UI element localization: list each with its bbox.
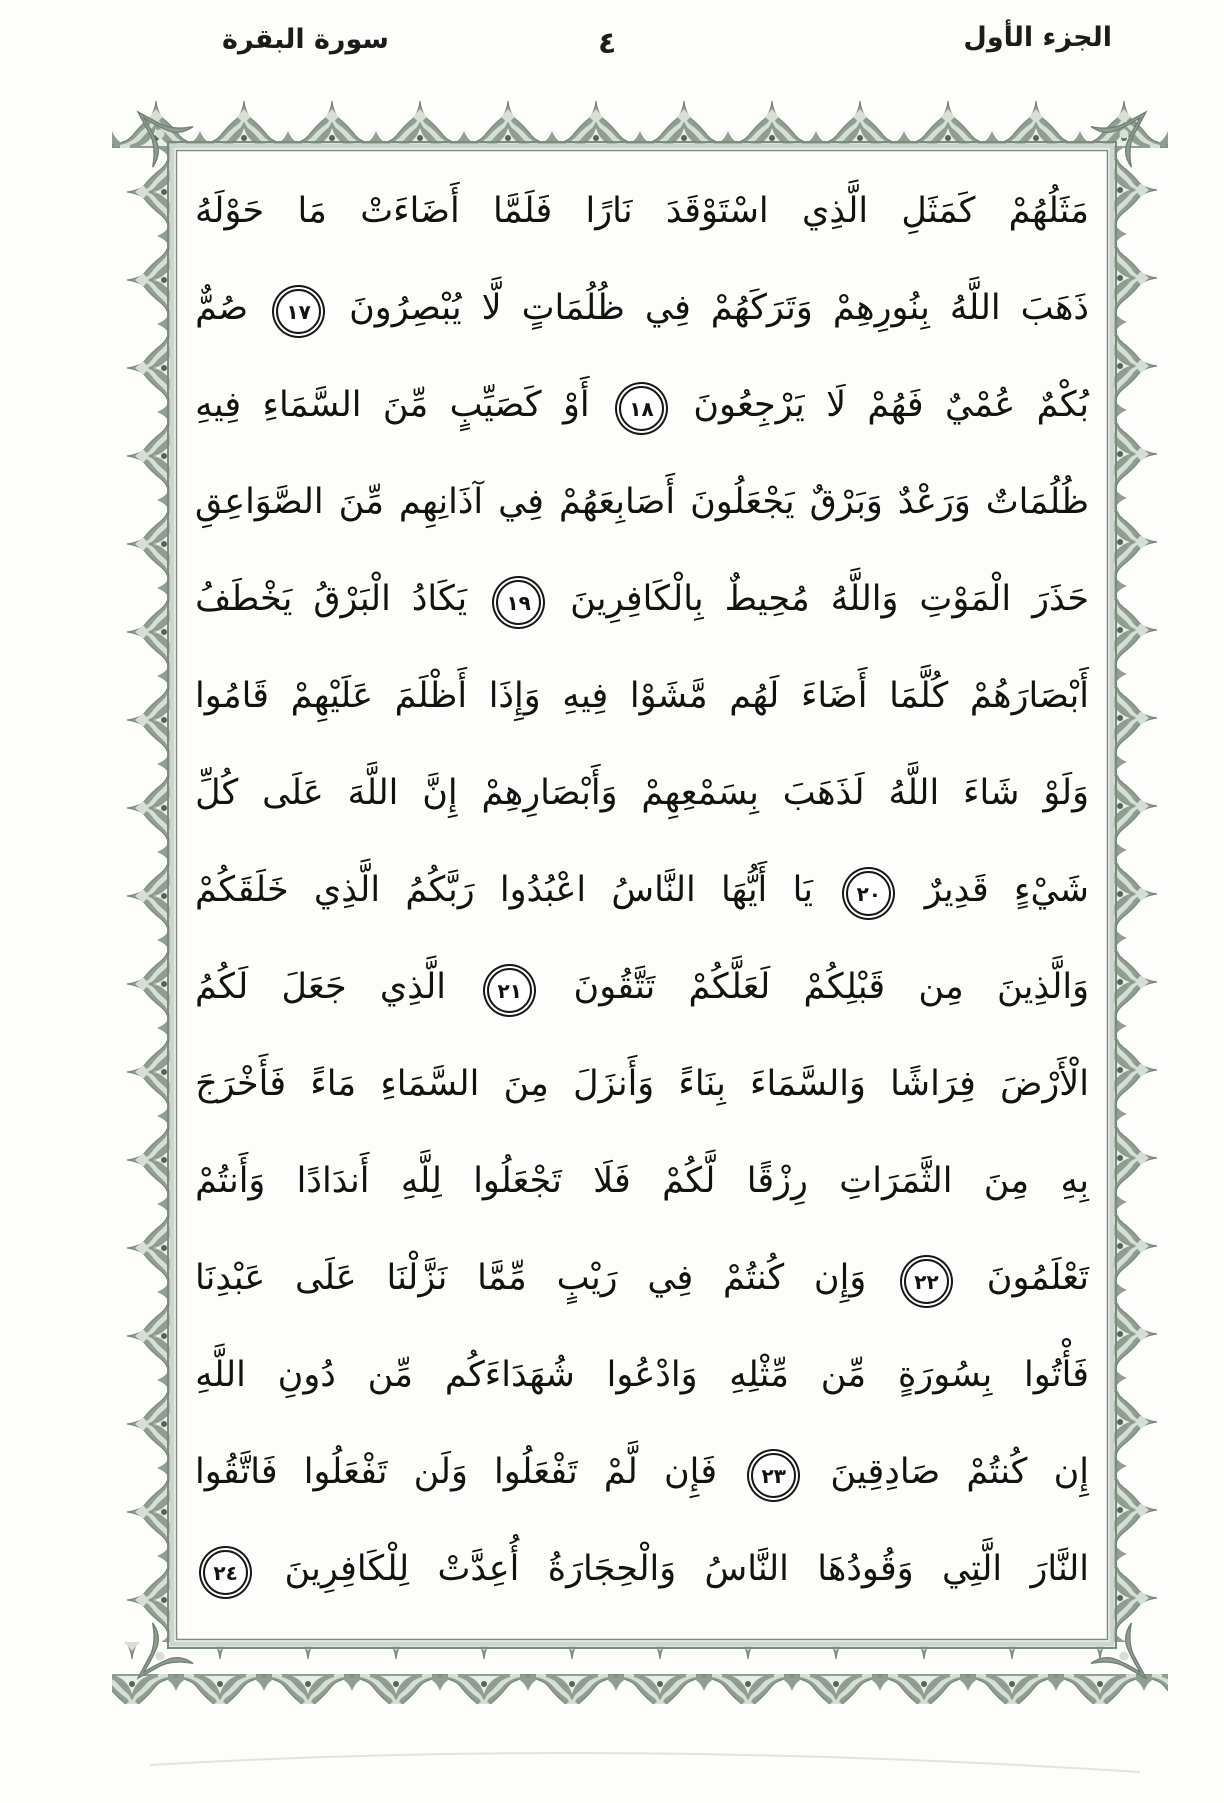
word: صُمٌّ — [195, 288, 249, 328]
word: الَّذِي — [313, 870, 381, 910]
word: مِنَ — [983, 1161, 1030, 1201]
word: وَلَن — [413, 1452, 468, 1492]
page-curl-shadow — [150, 1753, 1140, 1772]
word: لَذَهَبَ — [782, 773, 865, 813]
word: مِن — [918, 967, 964, 1007]
word: مَاءً — [310, 1064, 357, 1104]
word: قَامُوا — [195, 676, 269, 716]
quran-text-block — [195, 166, 1089, 1632]
word: أَوْ — [562, 385, 590, 425]
word: مَّشَوْا — [629, 676, 708, 716]
quran-line-8 — [195, 845, 1089, 942]
word: وَأَبْصَارِهِمْ — [481, 773, 618, 813]
word: وَتَرَكَهُمْ — [710, 288, 813, 328]
word: السَّمَاءِ — [262, 385, 362, 425]
word: لَّمْ — [603, 1452, 638, 1492]
ayah-marker-١٩: ١٩ — [496, 580, 541, 625]
word: الَّذِي — [801, 191, 869, 231]
word: فَهُمْ — [867, 385, 924, 425]
word: رَبَّكُمُ — [405, 870, 475, 910]
quran-line-4 — [195, 457, 1089, 554]
word: فَإِن — [663, 1452, 718, 1492]
word: النَّارَ — [1030, 1549, 1089, 1589]
word: عَبْدِنَا — [195, 1258, 266, 1298]
word: فِرَاشًا — [890, 1064, 976, 1104]
word: مِنَ — [503, 1064, 549, 1104]
word: وَرَعْدٌ — [897, 482, 971, 522]
word: فَأْتُوا — [1024, 1355, 1089, 1395]
ayah-marker-٢١: ٢١ — [487, 968, 532, 1013]
word: لَا — [826, 385, 847, 425]
word: عَلَى — [262, 773, 324, 813]
word: عُمْيٌ — [944, 385, 1016, 425]
quran-line-1 — [195, 166, 1089, 263]
word: نَزَّلْنَا — [386, 1258, 448, 1298]
word: شَيْءٍ — [1014, 870, 1089, 910]
word: الْمَوْتِ — [919, 579, 1012, 619]
quran-line-5 — [195, 554, 1089, 651]
word: بِسُورَةٍ — [897, 1355, 993, 1395]
quran-line-14 — [195, 1427, 1089, 1524]
word: بِنَاءً — [678, 1064, 726, 1104]
word: لَّا — [481, 288, 502, 328]
word: كُنتُمْ — [723, 1258, 785, 1298]
word: اسْتَوْقَدَ — [665, 191, 769, 231]
word: يَرْجِعُونَ — [693, 385, 805, 425]
word: مَا — [297, 191, 327, 231]
quran-line-2 — [195, 263, 1089, 360]
ayah-marker-٢٠: ٢٠ — [846, 871, 891, 916]
quran-line-6 — [195, 651, 1089, 748]
ayah-marker-١٨: ١٨ — [619, 386, 664, 431]
word: فِيهِ — [195, 385, 242, 425]
word: مِّن — [367, 1355, 414, 1395]
word: وَاللَّهُ — [830, 579, 899, 619]
word: وَلَوْ — [1043, 773, 1089, 813]
word: لِلَّهِ — [400, 1161, 442, 1201]
word: آذَانِهِم — [398, 482, 484, 522]
word: إِن — [1053, 1452, 1089, 1492]
word: وَقُودُهَا — [817, 1549, 914, 1589]
quran-line-15 — [195, 1524, 1089, 1621]
corner-motif-top-right — [1091, 92, 1166, 167]
word: مِّمَّا — [477, 1258, 527, 1298]
word: عَلَى — [295, 1258, 357, 1298]
word: الَّذِي — [379, 967, 446, 1007]
word: يَكَادُ — [411, 579, 468, 619]
word: بِسَمْعِهِمْ — [641, 773, 759, 813]
word: لَعَلَّكُمْ — [688, 967, 771, 1007]
word: وَبَرْقٌ — [809, 482, 883, 522]
word: كُنتُمْ — [966, 1452, 1028, 1492]
word: كَمَثَلِ — [901, 191, 976, 231]
ayah-marker-٢٤: ٢٤ — [203, 1550, 248, 1595]
word: أَبْصَارَهُمْ — [969, 676, 1089, 716]
word: أَظْلَمَ — [394, 676, 468, 716]
word: النَّاسُ — [611, 870, 696, 910]
surah-title: سورة البقرة — [222, 24, 389, 55]
word: وَإِذَا — [488, 676, 541, 716]
corner-motif-bottom-left — [118, 1623, 193, 1698]
ayah-marker-٢٣: ٢٣ — [751, 1453, 796, 1498]
word: لَكُمُ — [195, 967, 249, 1007]
word: تَجْعَلُوا — [473, 1161, 562, 1201]
word: قَبْلِكُمْ — [803, 967, 886, 1007]
word: أَندَادًا — [296, 1161, 370, 1201]
word: ظُلُمَاتٌ — [985, 482, 1089, 522]
border-band-right — [1110, 148, 1172, 1642]
word: وَأَنزَلَ — [573, 1064, 655, 1104]
word: بِالْكَافِرِينَ — [570, 579, 704, 619]
word: وَادْعُوا — [606, 1355, 698, 1395]
word: حَذَرَ — [1032, 579, 1089, 619]
word: الْبَرْقُ — [313, 579, 391, 619]
word: اللَّهُ — [888, 773, 940, 813]
word: مُحِيطٌ — [724, 579, 810, 619]
word: وَالَّذِينَ — [996, 967, 1089, 1007]
word: لَهُم — [729, 676, 780, 716]
word: اللَّهَ — [347, 773, 399, 813]
word: حَوْلَهُ — [195, 191, 265, 231]
word: مِّنَ — [382, 385, 429, 425]
word: كُلِّ — [195, 773, 239, 813]
word: فِي — [498, 482, 544, 522]
ayah-marker-٢٢: ٢٢ — [904, 1259, 949, 1304]
word: فِي — [644, 288, 691, 328]
word: ذَهَبَ — [1020, 288, 1089, 328]
quran-line-13 — [195, 1330, 1089, 1427]
word: بُكْمٌ — [1036, 385, 1089, 425]
word: مِّنَ — [338, 482, 384, 522]
word: فَأَخْرَجَ — [195, 1064, 287, 1104]
corner-motif-bottom-right — [1091, 1623, 1166, 1698]
word: خَلَقَكُمْ — [195, 870, 289, 910]
word: يُبْصِرُونَ — [349, 288, 462, 328]
word: شَاءَ — [963, 773, 1020, 813]
word: وَالْحِجَارَةُ — [547, 1549, 677, 1589]
word: مِّثْلِهِ — [729, 1355, 789, 1395]
word: مِّن — [820, 1355, 867, 1395]
ayah-marker-١٧: ١٧ — [276, 289, 321, 334]
word: رِزْقًا — [746, 1161, 808, 1201]
word: يَجْعَلُونَ — [690, 482, 795, 522]
word: لِلْكَافِرِينَ — [284, 1549, 410, 1589]
quran-line-12 — [195, 1233, 1089, 1330]
word: تَفْعَلُوا — [303, 1452, 388, 1492]
page-number: ٤ — [598, 26, 617, 61]
word: الثَّمَرَاتِ — [839, 1161, 953, 1201]
word: وَالسَّمَاءَ — [750, 1064, 866, 1104]
word: عَلَيْهِمْ — [290, 676, 374, 716]
word: إِنَّ — [422, 773, 458, 813]
word: رَيْبٍ — [556, 1258, 618, 1298]
word: اعْبُدُوا — [499, 870, 587, 910]
word: كَصَيِّبٍ — [449, 385, 542, 425]
word: الصَّوَاعِقِ — [195, 482, 324, 522]
quran-line-3 — [195, 360, 1089, 457]
word: لَّكُمْ — [662, 1161, 716, 1201]
border-band-left — [112, 148, 174, 1642]
word: دُونِ — [277, 1355, 336, 1395]
word: يَا — [792, 870, 813, 910]
word: اللَّهِ — [195, 1355, 246, 1395]
border-band-top — [112, 86, 1168, 148]
word: كُلَّمَا — [889, 676, 949, 716]
word: تَتَّقُونَ — [573, 967, 656, 1007]
word: تَفْعَلُوا — [494, 1452, 578, 1492]
word: مَثَلُهُمْ — [1008, 191, 1089, 231]
word: الْأَرْضَ — [1000, 1064, 1089, 1104]
word: فِيهِ — [562, 676, 609, 716]
word: أُعِدَّتْ — [437, 1549, 520, 1589]
word: نَارًا — [585, 191, 633, 231]
word: أَصَابِعَهُمْ — [558, 482, 676, 522]
corner-motif-top-left — [118, 92, 193, 167]
word: النَّاسُ — [704, 1549, 789, 1589]
word: جَعَلَ — [281, 967, 347, 1007]
word: أَيُّهَا — [721, 870, 768, 910]
word: صَادِقِينَ — [830, 1452, 941, 1492]
word: اللَّهُ — [949, 288, 1001, 328]
word: وَإِن — [813, 1258, 867, 1298]
quran-line-9 — [195, 942, 1089, 1039]
word: فَلَا — [593, 1161, 631, 1201]
word: بِهِ — [1060, 1161, 1089, 1201]
word: أَضَاءَ — [800, 676, 868, 716]
word: يَخْطَفُ — [195, 579, 293, 619]
word: بِنُورِهِمْ — [832, 288, 930, 328]
word: وَأَنتُمْ — [195, 1161, 266, 1201]
word: فَاتَّقُوا — [195, 1452, 278, 1492]
word: قَدِيرٌ — [924, 870, 989, 910]
word: السَّمَاءِ — [380, 1064, 480, 1104]
quran-line-10 — [195, 1039, 1089, 1136]
quran-line-11 — [195, 1136, 1089, 1233]
word: تَعْلَمُونَ — [986, 1258, 1089, 1298]
word: شُهَدَاءَكُم — [444, 1355, 575, 1395]
border-band-bottom — [112, 1642, 1168, 1704]
word: الَّتِي — [942, 1549, 1003, 1589]
juz-title: الجزء الأول — [963, 22, 1112, 53]
word: ظُلُمَاتٍ — [521, 288, 625, 328]
word: فَلَمَّا — [493, 191, 553, 231]
quran-line-7 — [195, 748, 1089, 845]
word: فِي — [647, 1258, 694, 1298]
word: أَضَاءَتْ — [360, 191, 460, 231]
